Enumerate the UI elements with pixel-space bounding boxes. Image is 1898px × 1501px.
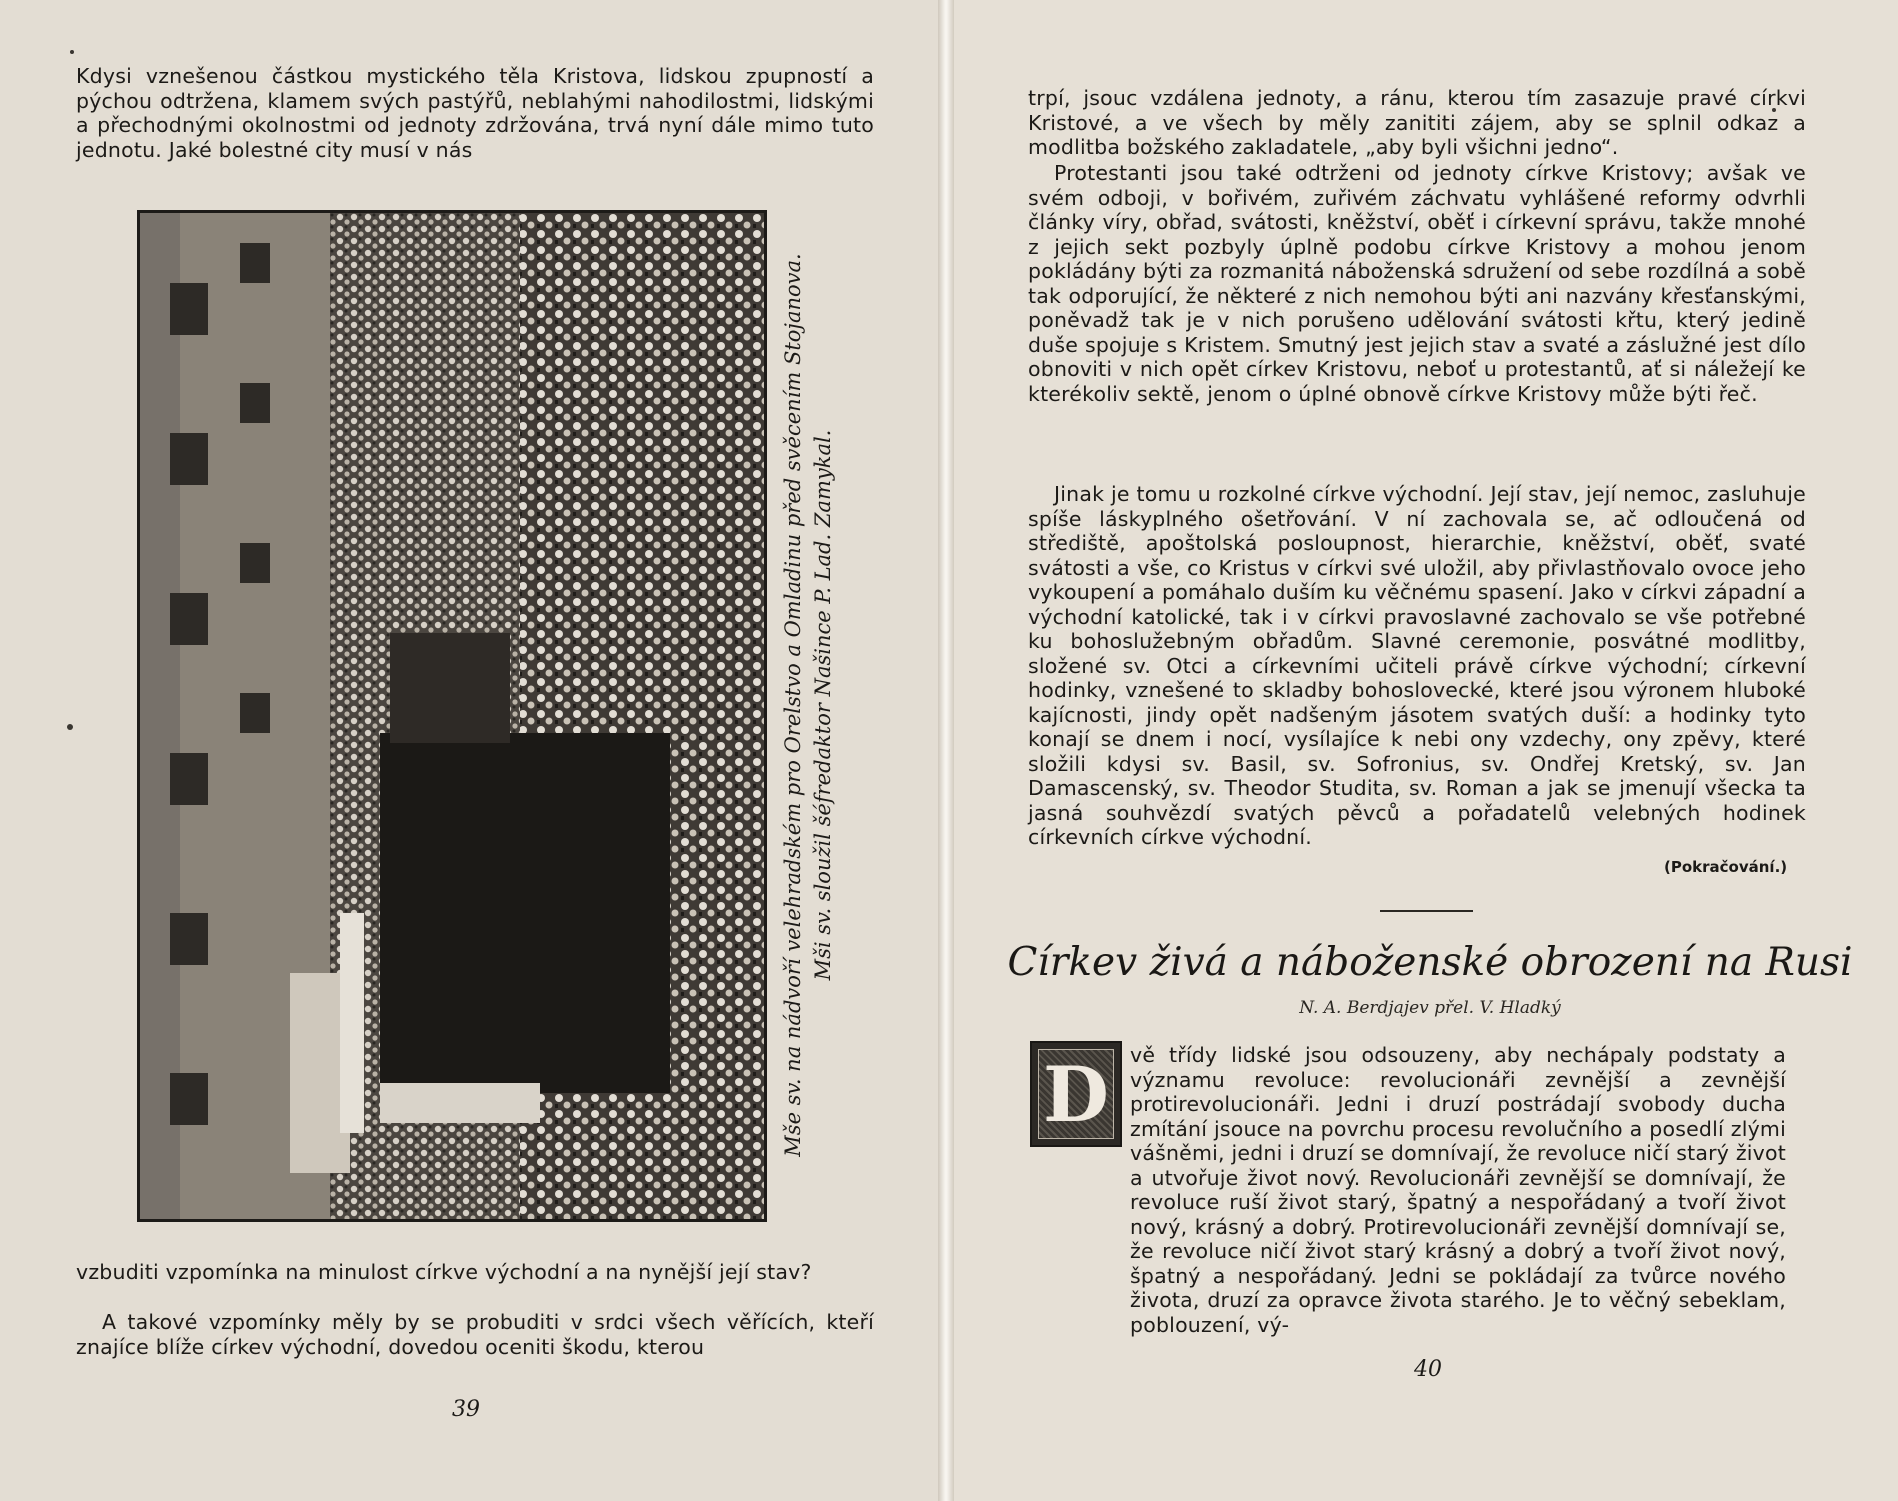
- left-paragraph-top: Kdysi vznešenou částkou mystického těla Kristova, lidskou zpupností a pýchou odtržena, klamem svých pastýřů, neblahými nahodilostmi, lidskými a přechodnými okolnostmi od jednoty zdržována, trvá nyní dále mimo tuto jednotu. Jaké bolestné city musí v nás: [76, 64, 874, 162]
- ornamental-initial: [1030, 1041, 1122, 1147]
- section-divider: [1380, 910, 1473, 912]
- initial-letter: D: [1038, 1049, 1114, 1139]
- caption-line-1: Mše sv. na nádvoří velehradském pro Orelstvo a Omladinu před svěcením Stojanova.: [781, 253, 805, 1157]
- speck: [70, 50, 74, 54]
- page-number-right: 40: [1414, 1357, 1442, 1382]
- mass-photograph: [137, 210, 767, 1222]
- right-paragraph-4: vě třídy lidské jsou odsouzeny, aby nechápaly podstaty a významu revoluce: revolucionáři zevnější a zevnější protirevolucionáři. Jedni i druzí postrádají svobody ducha zmítání jsouce na povrchu procesu revolučního a posedlí zlými vášněmi, jedni i druzí se domnívají, že revoluce ničí starý život a utvořuje život nový. Revolucionáři zevnější se domnívají, že revoluce ruší život starý, špatný a nespořádaný a tvoří život nový, krásný a dobrý. Protirevolucionáři zevnější domnívají se, že revoluce ničí život starý krásný a dobrý a tvoří život nový, špatný a nespořádaný. Jedni se pokládají za tvůrce nového života, druzí za opravce života starého. Je to věčný sebeklam, poblouzení, vý-: [1130, 1043, 1786, 1337]
- left-paragraph-bottom-2: A takové vzpomínky měly by se probuditi v srdci všech věřících, kteří znajíce blíže církev východní, dovedou oceniti škodu, kterou: [76, 1310, 874, 1359]
- book-gutter: [938, 0, 954, 1501]
- photo-caption: [778, 200, 858, 1210]
- speck: [67, 724, 73, 730]
- left-paragraph-bottom-1: vzbuditi vzpomínka na minulost církve východní a na nynější její stav?: [76, 1260, 812, 1284]
- right-paragraph-3: Jinak je tomu u rozkolné církve východní. Její stav, její nemoc, zasluhuje spíše láskyplného ošetřování. V ní zachovala se, ač odloučená od střediště, apoštolská posloupnost, hierarchie, kněžství, oběť, svaté svátosti a vše, co Kristus v církvi své uložil, aby přivlastňovalo ovoce jeho vykoupení a pomáhalo duším ku věčnému spasení. Jako v církvi západní a východní katolické, tak i v církvi pravoslavné zachovalo se vše potřebné ku bohoslužebným obřadům. Slavné ceremonie, posvátné modlitby, složené sv. Otci a církevními učiteli právě církve východní; církevní hodinky, vznešené to skladby bohoslovecké, které jsou výronem hluboké kajícnosti, jindy opět nadšeným jásotem svatých duší: a hodinky tyto konají se dnem i nocí, vysílajíce k nebi ony vzdechy, ony zpěvy, které složili kdysi sv. Basil, sv. Sofronius, sv. Ondřej Kretský, sv. Jan Damascenský, sv. Theodor Studita, sv. Roman a jak se jmenují všecka ta jasná souhvězdí svatých pěvců a pořadatelů velebných hodinek církevních církve východní.: [1028, 482, 1806, 849]
- article-title: Církev živá a náboženské obrození na Rusi: [1007, 940, 1853, 985]
- article-byline: N. A. Berdjajev přel. V. Hladký: [1299, 998, 1561, 1018]
- page-number-left: 39: [452, 1397, 480, 1422]
- right-paragraph-1: trpí, jsouc vzdálena jednoty, a ránu, kterou tím zasazuje pravé církvi Kristové, a ve všech by měly zanititi zájem, aby se splnil odkaz a modlitba božského zakladatele, „aby byli všichni jedno“.: [1028, 86, 1806, 159]
- caption-line-2: Mši sv. sloužil šéfredaktor Našince P. Lad. Zamykal.: [811, 429, 835, 981]
- right-paragraph-2: Protestanti jsou také odtrženi od jednoty církve Kristovy; avšak ve svém odboji, v bořivém, zuřivém záchvatu vyhlášené reformy odvrhli články víry, obřad, svátosti, kněžství, oběť i církevní správu, takže mnohé z jejich sekt pozbyly úplně podobu církve Kristovy a mohou jenom pokládány býti za rozmanitá náboženská sdružení od sebe rozdílná a sobě tak odporující, že některé z nich nemohou býti ani nazvány křesťanskými, poněvadž tak je v nich porušeno udělování svátosti křtu, který jedině duše spojuje s Kristem. Smutný jest jejich stav a svaté a záslužné jest dílo obnoviti v nich opět církev Kristovu, neboť u protestantů, ať si náležejí ke kterékoliv sektě, jenom o úplné obnově církve Kristovy může býti řeč.: [1028, 161, 1806, 406]
- continuation-note: (Pokračování.): [1664, 858, 1788, 876]
- left-page: [0, 0, 938, 1501]
